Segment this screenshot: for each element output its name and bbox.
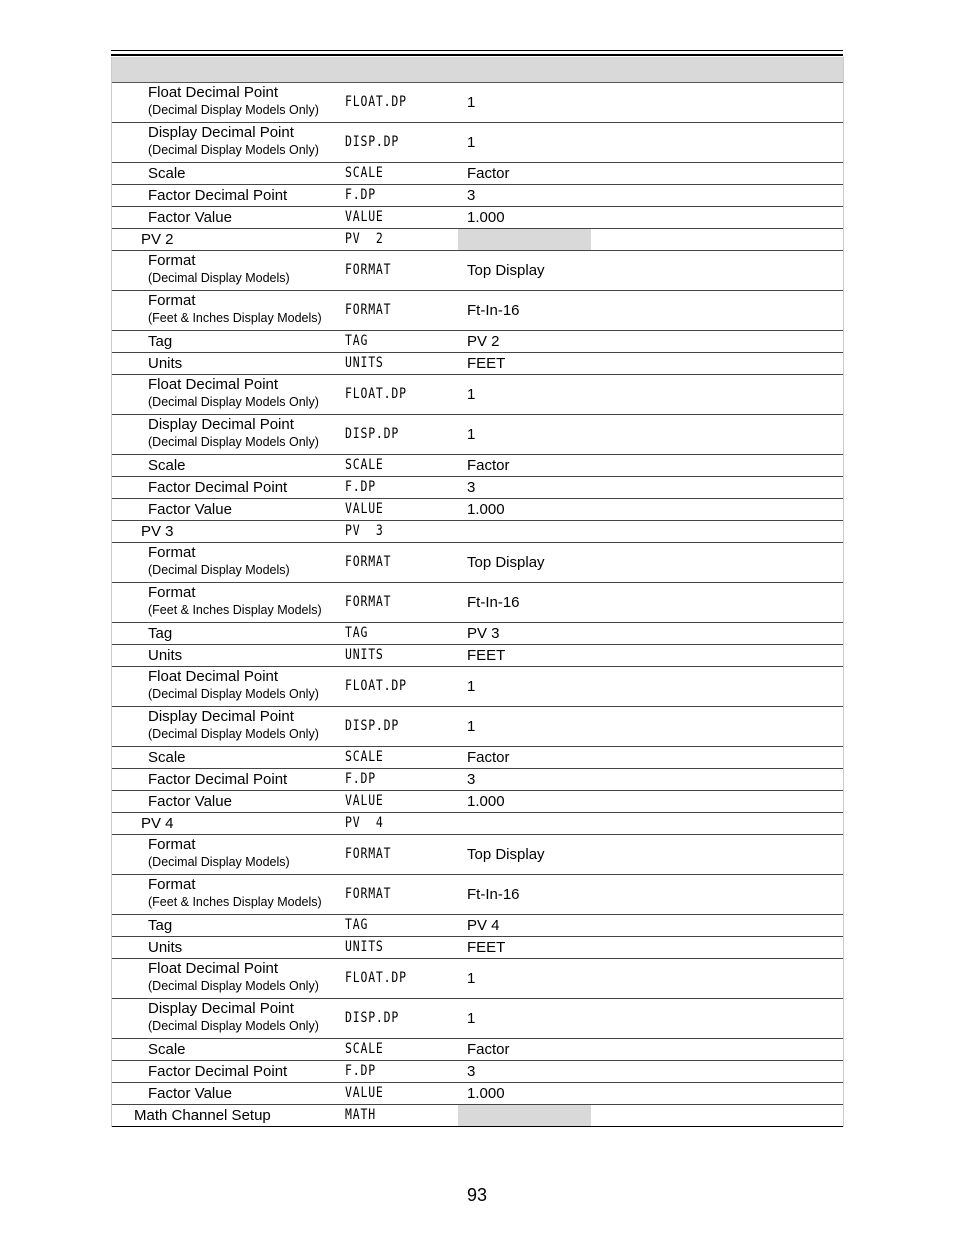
parameter-value: Factor	[467, 165, 510, 182]
table-row	[112, 1061, 843, 1083]
display-code: PV 2	[345, 231, 384, 247]
parameter-value: FEET	[467, 355, 506, 372]
table-row	[112, 251, 843, 291]
table-row	[112, 623, 843, 645]
parameter-label: Scale	[148, 457, 186, 474]
parameter-label: Units	[148, 647, 183, 664]
display-code: SCALE	[345, 457, 384, 473]
table-row	[112, 521, 843, 543]
parameter-note: (Decimal Display Models Only)	[148, 687, 319, 701]
table-row	[112, 959, 843, 999]
display-code: DISP.DP	[345, 1010, 400, 1026]
parameter-value: Top Display	[467, 262, 545, 279]
parameter-label: Math Channel Setup	[134, 1107, 271, 1124]
parameter-note: (Decimal Display Models Only)	[148, 979, 319, 993]
display-code: MATH	[345, 1107, 376, 1123]
parameter-label: Display Decimal Point	[148, 124, 294, 141]
parameter-label: PV 3	[141, 523, 174, 540]
table-row	[112, 707, 843, 747]
display-code: UNITS	[345, 355, 384, 371]
parameter-note: (Decimal Display Models Only)	[148, 103, 319, 117]
table-row	[112, 499, 843, 521]
table-row	[112, 375, 843, 415]
parameter-label: Factor Decimal Point	[148, 1063, 288, 1080]
table-row	[112, 455, 843, 477]
table-row	[112, 791, 843, 813]
parameter-value: Top Display	[467, 554, 545, 571]
parameter-value: 1.000	[467, 501, 505, 518]
display-code: VALUE	[345, 209, 384, 225]
table-row	[112, 185, 843, 207]
parameter-label: Tag	[148, 917, 173, 934]
display-code: FORMAT	[345, 554, 392, 570]
parameter-note: (Feet & Inches Display Models)	[148, 311, 322, 325]
display-code: TAG	[345, 333, 369, 349]
table-row	[112, 583, 843, 623]
display-code: F.DP	[345, 771, 376, 787]
display-code: F.DP	[345, 479, 376, 495]
table-body	[112, 83, 843, 1127]
parameter-label: Format	[148, 836, 196, 853]
display-code: FLOAT.DP	[345, 94, 407, 110]
top-rule	[111, 50, 843, 51]
display-code: TAG	[345, 917, 369, 933]
table-row	[112, 1039, 843, 1061]
table-row	[112, 915, 843, 937]
display-code: FORMAT	[345, 594, 392, 610]
parameter-value: 3	[467, 1063, 476, 1080]
display-code: VALUE	[345, 1085, 384, 1101]
table-row	[112, 331, 843, 353]
table-row	[112, 835, 843, 875]
table-row	[112, 83, 843, 123]
parameter-label: Scale	[148, 749, 186, 766]
parameter-value: 1.000	[467, 1085, 505, 1102]
display-code: VALUE	[345, 793, 384, 809]
parameter-label: Float Decimal Point	[148, 668, 279, 685]
parameter-label: Format	[148, 292, 196, 309]
parameter-value: 1	[467, 426, 476, 443]
parameter-note: (Decimal Display Models Only)	[148, 727, 319, 741]
parameter-value: FEET	[467, 939, 506, 956]
display-code: TAG	[345, 625, 369, 641]
parameter-label: Tag	[148, 625, 173, 642]
parameter-value: FEET	[467, 647, 506, 664]
display-code: FORMAT	[345, 846, 392, 862]
parameter-value: PV 2	[467, 333, 500, 350]
table-row	[112, 769, 843, 791]
parameter-label: Factor Decimal Point	[148, 479, 288, 496]
table-row	[112, 813, 843, 835]
display-code: DISP.DP	[345, 718, 400, 734]
table-row	[112, 645, 843, 667]
parameter-value: Ft-In-16	[467, 886, 520, 903]
table-row	[112, 353, 843, 375]
parameter-value: 1	[467, 970, 476, 987]
shaded-cell	[458, 1105, 591, 1126]
parameter-label: Units	[148, 355, 183, 372]
parameter-label: Factor Value	[148, 1085, 232, 1102]
display-code: UNITS	[345, 647, 384, 663]
parameter-value: PV 3	[467, 625, 500, 642]
parameter-value: 1.000	[467, 209, 505, 226]
display-code: PV 4	[345, 815, 384, 831]
parameter-label: PV 4	[141, 815, 174, 832]
parameter-note: (Decimal Display Models)	[148, 855, 290, 869]
table-row	[112, 477, 843, 499]
parameter-value: 3	[467, 771, 476, 788]
settings-table	[111, 57, 844, 1127]
parameter-label: Display Decimal Point	[148, 416, 294, 433]
parameter-label: Scale	[148, 165, 186, 182]
table-row	[112, 291, 843, 331]
parameter-value: 1	[467, 718, 476, 735]
display-code: DISP.DP	[345, 134, 400, 150]
display-code: FLOAT.DP	[345, 386, 407, 402]
parameter-label: Units	[148, 939, 183, 956]
parameter-note: (Decimal Display Models Only)	[148, 1019, 319, 1033]
parameter-label: Scale	[148, 1041, 186, 1058]
parameter-label: PV 2	[141, 231, 174, 248]
parameter-note: (Decimal Display Models Only)	[148, 435, 319, 449]
parameter-note: (Feet & Inches Display Models)	[148, 895, 322, 909]
parameter-label: Format	[148, 252, 196, 269]
parameter-value: Factor	[467, 749, 510, 766]
parameter-value: 1	[467, 94, 476, 111]
table-row	[112, 747, 843, 769]
parameter-note: (Feet & Inches Display Models)	[148, 603, 322, 617]
display-code: FORMAT	[345, 302, 392, 318]
parameter-label: Tag	[148, 333, 173, 350]
parameter-note: (Decimal Display Models)	[148, 563, 290, 577]
parameter-label: Format	[148, 876, 196, 893]
display-code: FLOAT.DP	[345, 970, 407, 986]
display-code: DISP.DP	[345, 426, 400, 442]
parameter-value: Factor	[467, 457, 510, 474]
parameter-label: Factor Value	[148, 793, 232, 810]
display-code: SCALE	[345, 165, 384, 181]
parameter-value: Factor	[467, 1041, 510, 1058]
display-code: PV 3	[345, 523, 384, 539]
display-code: UNITS	[345, 939, 384, 955]
parameter-value: 1	[467, 678, 476, 695]
table-row	[112, 543, 843, 583]
parameter-label: Factor Decimal Point	[148, 187, 288, 204]
parameter-value: 3	[467, 479, 476, 496]
top-rule-thick	[111, 54, 843, 56]
parameter-value: 1.000	[467, 793, 505, 810]
parameter-label: Display Decimal Point	[148, 708, 294, 725]
table-row	[112, 123, 843, 163]
parameter-label: Factor Decimal Point	[148, 771, 288, 788]
parameter-label: Factor Value	[148, 501, 232, 518]
parameter-label: Float Decimal Point	[148, 960, 279, 977]
table-row	[112, 163, 843, 185]
display-code: SCALE	[345, 1041, 384, 1057]
display-code: FORMAT	[345, 886, 392, 902]
display-code: FLOAT.DP	[345, 678, 407, 694]
parameter-label: Factor Value	[148, 209, 232, 226]
table-row	[112, 875, 843, 915]
page-number: 93	[466, 1185, 488, 1205]
table-header	[112, 57, 843, 83]
parameter-note: (Decimal Display Models)	[148, 271, 290, 285]
parameter-label: Float Decimal Point	[148, 84, 279, 101]
shaded-cell	[458, 229, 591, 250]
parameter-value: PV 4	[467, 917, 500, 934]
parameter-label: Format	[148, 584, 196, 601]
parameter-label: Display Decimal Point	[148, 1000, 294, 1017]
table-row	[112, 1105, 843, 1127]
display-code: FORMAT	[345, 262, 392, 278]
table-row	[112, 999, 843, 1039]
parameter-value: 1	[467, 134, 476, 151]
table-row	[112, 937, 843, 959]
table-row	[112, 1083, 843, 1105]
display-code: SCALE	[345, 749, 384, 765]
display-code: VALUE	[345, 501, 384, 517]
parameter-value: Ft-In-16	[467, 594, 520, 611]
table-row	[112, 415, 843, 455]
parameter-value: 3	[467, 187, 476, 204]
parameter-value: Ft-In-16	[467, 302, 520, 319]
table-row	[112, 229, 843, 251]
display-code: F.DP	[345, 1063, 376, 1079]
parameter-label: Float Decimal Point	[148, 376, 279, 393]
parameter-label: Format	[148, 544, 196, 561]
parameter-value: 1	[467, 386, 476, 403]
parameter-note: (Decimal Display Models Only)	[148, 395, 319, 409]
parameter-value: Top Display	[467, 846, 545, 863]
table-row	[112, 667, 843, 707]
display-code: F.DP	[345, 187, 376, 203]
parameter-value: 1	[467, 1010, 476, 1027]
table-row	[112, 207, 843, 229]
parameter-note: (Decimal Display Models Only)	[148, 143, 319, 157]
